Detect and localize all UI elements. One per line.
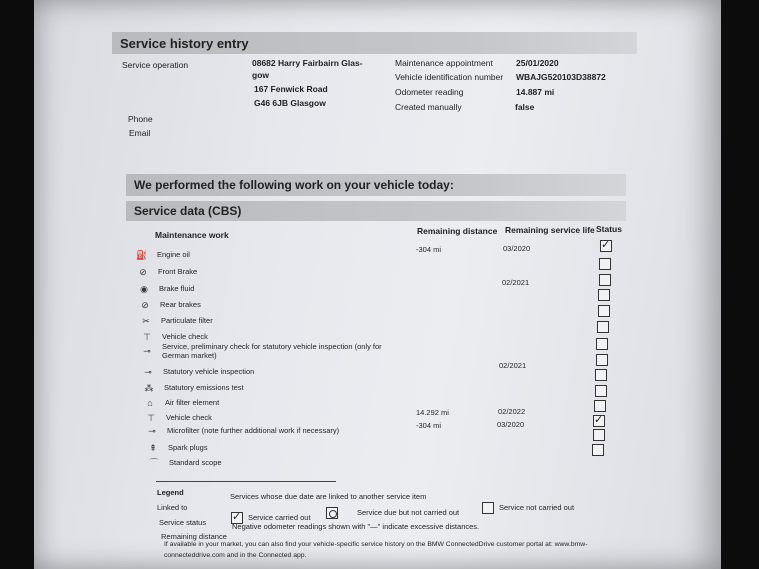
odometer-value: 14.887 mi <box>516 87 555 97</box>
car-lift-icon: ⊤ <box>143 332 151 342</box>
service-document-page <box>34 0 721 569</box>
air-filter-icon: ⌂ <box>147 398 153 408</box>
maintenance-item-label: Brake fluid <box>159 284 195 293</box>
status-checkbox <box>597 321 609 333</box>
legend-remaining-text: Negative odometer readings shown with "—" indicate excessive distances. <box>232 522 480 531</box>
service-history-title: Service history entry <box>120 36 249 51</box>
emissions-icon: ⁂ <box>144 383 154 393</box>
service-operation-label: Service operation <box>122 60 189 70</box>
cbs-title: Service data (CBS) <box>134 204 242 218</box>
maintenance-item-label: Statutory emissions test <box>164 383 244 392</box>
legend-title: Legend <box>157 488 184 497</box>
status-checkbox <box>599 258 611 270</box>
inspection-icon: ⊸ <box>143 346 151 356</box>
remaining-distance-value: -304 mi <box>416 245 442 254</box>
maintenance-item-label-cont: German market) <box>162 351 217 360</box>
maintenance-item-label: Vehicle check <box>162 332 208 341</box>
cbs-header <box>126 201 626 221</box>
created-manually-label: Created manually <box>395 102 462 112</box>
legend-carried-out: Service carried out <box>248 513 311 522</box>
vin-label: Vehicle identification number <box>395 72 504 82</box>
address-line-2: gow <box>252 70 269 80</box>
brake-fluid-icon: ◉ <box>140 284 148 294</box>
col-remaining-distance: Remaining distance <box>417 226 498 236</box>
odometer-label: Odometer reading <box>395 87 464 97</box>
maintenance-item-label: Front Brake <box>158 267 198 276</box>
remaining-life-value: 02/2021 <box>499 361 527 370</box>
status-checkbox <box>595 385 607 397</box>
car-lift-icon: ⊤ <box>147 413 155 423</box>
status-checkbox <box>595 369 607 381</box>
maintenance-appointment-value: 25/01/2020 <box>516 58 559 68</box>
remaining-distance-value: -304 mi <box>416 421 442 430</box>
remaining-distance-value: 14.292 mi <box>416 408 449 417</box>
inspection-icon: ⊸ <box>144 367 152 377</box>
status-checkbox <box>598 289 610 301</box>
address-line-3: 167 Fenwick Road <box>254 84 328 94</box>
legend-due-not-carried: Service due but not carried out <box>357 508 460 517</box>
brake-icon: ⊘ <box>139 267 147 277</box>
created-manually-value: false <box>515 102 535 112</box>
work-performed-title: We performed the following work on your vehicle today: <box>134 178 454 192</box>
status-checkbox <box>599 274 611 286</box>
legend-linked-label: Linked to <box>157 503 188 512</box>
col-status: Status <box>596 224 622 234</box>
oil-can-icon: ⛽ <box>136 250 148 260</box>
remaining-life-value: 03/2020 <box>503 244 531 253</box>
maintenance-item-label: Standard scope <box>169 458 222 467</box>
maintenance-item-label: Rear brakes <box>160 300 201 309</box>
legend-status-label: Service status <box>159 518 207 527</box>
maintenance-item-label: Air filter element <box>165 398 220 407</box>
status-checkbox <box>596 354 608 366</box>
spark-plug-icon: ⇞ <box>149 443 157 453</box>
standard-scope-icon: ⌒ <box>149 458 159 468</box>
table-divider <box>156 481 336 482</box>
address-line-1: 08682 Harry Fairbairn Glas- <box>252 58 363 68</box>
legend-due-not-carried-icon <box>326 507 338 519</box>
maintenance-item-label: Spark plugs <box>168 443 208 452</box>
status-checkbox <box>596 338 608 350</box>
status-checkbox <box>593 429 605 441</box>
status-checkbox <box>600 240 612 252</box>
legend-linked-text: Services whose due date are linked to another service item <box>230 492 427 501</box>
remaining-life-value: 03/2020 <box>497 420 525 429</box>
address-line-4: G46 6JB Glasgow <box>254 98 326 108</box>
status-checkbox <box>598 305 610 317</box>
status-checkbox <box>594 400 606 412</box>
legend-not-carried-checkbox <box>482 502 494 514</box>
email-label: Email <box>129 128 151 138</box>
remaining-life-value: 02/2021 <box>502 278 530 287</box>
remaining-life-value: 02/2022 <box>498 407 526 416</box>
service-history-header <box>112 32 637 54</box>
phone-label: Phone <box>128 114 153 124</box>
microfilter-icon: ⊸ <box>148 426 156 436</box>
col-remaining-life: Remaining service life <box>505 225 595 235</box>
col-maintenance-work: Maintenance work <box>155 230 229 240</box>
legend-remaining-label: Remaining distance <box>161 532 227 541</box>
footer-note-2: connecteddrive.com and in the Connected app. <box>164 552 307 559</box>
maintenance-item-label: Particulate filter <box>161 316 213 325</box>
filter-icon: ✂ <box>142 316 150 326</box>
maintenance-item-label: Microfilter (note further additional work if necessary) <box>167 426 340 435</box>
legend-not-carried: Service not carried out <box>499 503 575 512</box>
footer-note-1: If available in your market, you can also find your vehicle-specific service history on the BMW ConnectedDrive customer portal at: www.bmw- <box>164 541 588 548</box>
vin-value: WBAJG520103D38872 <box>516 72 606 82</box>
status-checkbox <box>593 415 605 427</box>
maintenance-item-label: Service, preliminary check for statutory vehicle inspection (only for <box>162 342 382 351</box>
brake-icon: ⊘ <box>141 300 149 310</box>
maintenance-item-label: Engine oil <box>157 250 190 259</box>
maintenance-appointment-label: Maintenance appointment <box>395 58 493 68</box>
work-performed-header <box>126 174 626 196</box>
status-checkbox <box>592 444 604 456</box>
maintenance-item-label: Vehicle check <box>166 413 212 422</box>
maintenance-item-label: Statutory vehicle inspection <box>163 367 255 376</box>
